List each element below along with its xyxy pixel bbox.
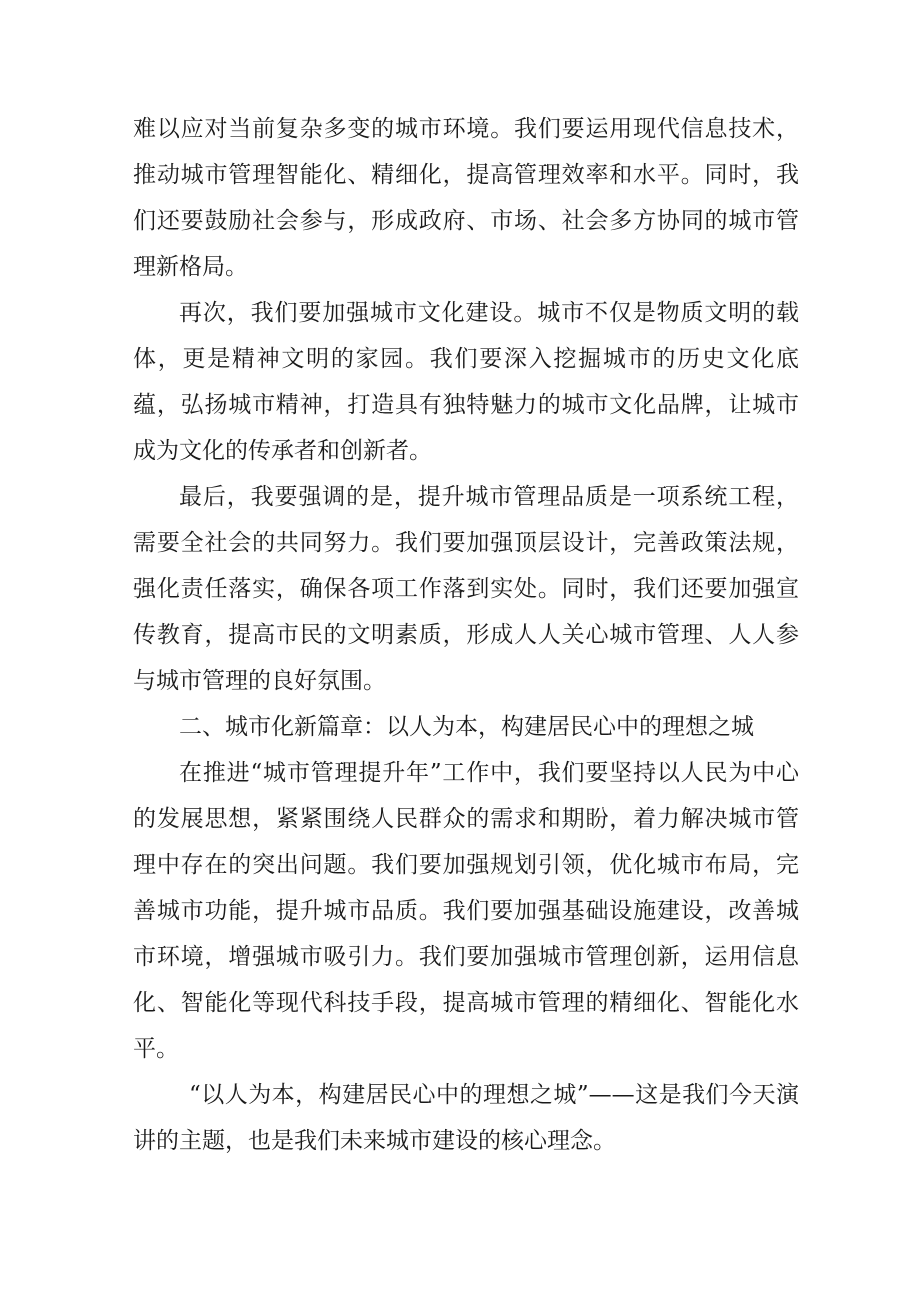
document-body [133, 106, 799, 1164]
paragraph-theme-quote: “以人为本，构建居民心中的理想之城”——这是我们今天演讲的主题，也是我们未来城市建设的核心理念。 [133, 1082, 799, 1154]
paragraph-conclusion: 最后，我要强调的是，提升城市管理品质是一项系统工程，需要全社会的共同努力。我们要加强顶层设计，完善政策法规，强化责任落实，确保各项工作落到实处。同时，我们还要加强宣传教育，提高市民的文明素质，形成人人关心城市管理、人人参与城市管理的良好氛围。 [133, 484, 799, 694]
paragraph-continued: 难以应对当前复杂多变的城市环境。我们要运用现代信息技术，推动城市管理智能化、精细化，提高管理效率和水平。同时，我们还要鼓励社会参与，形成政府、市场、社会多方协同的城市管理新格局。 [133, 116, 799, 280]
paragraph-people-centered: 在推进“城市管理提升年”工作中，我们要坚持以人民为中心的发展思想，紧紧围绕人民群众的需求和期盼，着力解决城市管理中存在的突出问题。我们要加强规划引领，优化城市布局，完善城市功能，提升城市品质。我们要加强基础设施建设，改善城市环境，增强城市吸引力。我们要加强城市管理创新，运用信息化、智能化等现代科技手段，提高城市管理的精细化、智能化水平。 [133, 760, 799, 1062]
section-heading: 二、城市化新篇章：以人为本，构建居民心中的理想之城 [179, 714, 754, 740]
paragraph-culture: 再次，我们要加强城市文化建设。城市不仅是物质文明的载体，更是精神文明的家园。我们要深入挖掘城市的历史文化底蕴，弘扬城市精神，打造具有独特魅力的城市文化品牌，让城市成为文化的传承者和创新者。 [133, 300, 799, 464]
